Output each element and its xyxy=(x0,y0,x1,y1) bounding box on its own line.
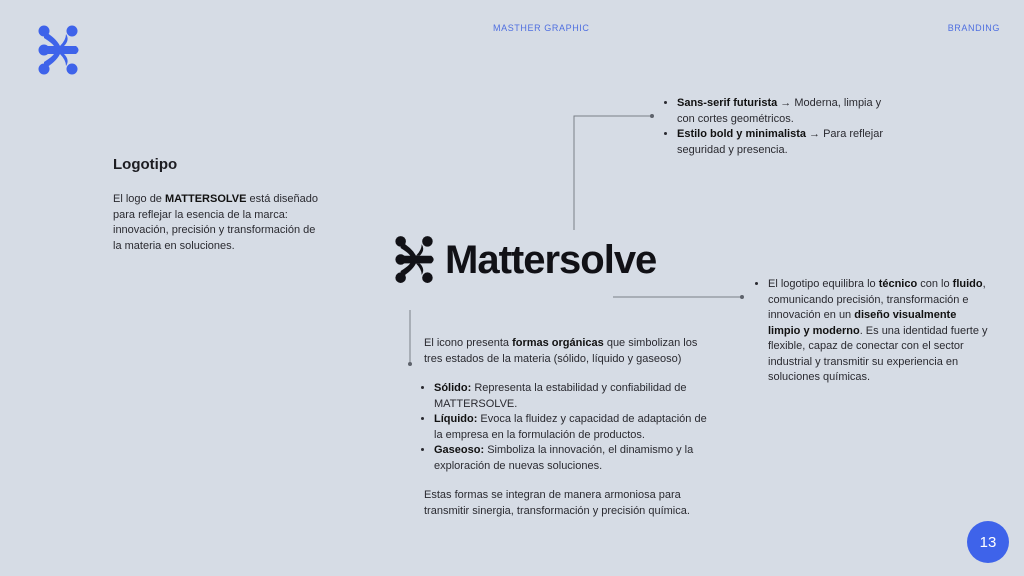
icon-outro: Estas formas se integran de manera armoniosa para transmitir sinergia, transformación y precisión química. xyxy=(424,489,690,517)
typography-notes xyxy=(665,96,890,158)
header-center-label: MASTHER GRAPHIC xyxy=(493,23,590,33)
icon-intro: El icono presenta formas orgánicas que simbolizan los tres estados de la materia (sólido, líquido y gaseoso) xyxy=(424,337,698,365)
list-item: • Sólido: Representa la estabilidad y confiabilidad de MATTERSOLVE. xyxy=(434,381,714,412)
mattersolve-mark-icon xyxy=(393,233,437,287)
icon-description xyxy=(424,336,714,519)
top-connector-dot xyxy=(650,114,654,118)
header-right-label: BRANDING xyxy=(947,23,1000,33)
section-title: Logotipo xyxy=(113,156,178,173)
list-item: • Sans-serif futurista → Moderna, limpia y con cortes geométricos. xyxy=(677,96,890,127)
states-list xyxy=(424,381,714,474)
balance-note xyxy=(756,277,991,386)
mattersolve-mark-icon xyxy=(36,24,82,77)
right-connector-dot xyxy=(740,295,744,299)
top-connector-line xyxy=(574,116,652,230)
wordmark-text: Mattersolve xyxy=(445,238,657,282)
list-item: • Gaseoso: Simboliza la innovación, el dinamismo y la exploración de nuevas soluciones. xyxy=(434,443,714,474)
bottom-connector-dot xyxy=(408,362,412,366)
page-number-badge: 13 xyxy=(967,521,1009,563)
list-item: • Líquido: Evoca la fluidez y capacidad de adaptación de la empresa en la formulación de productos. xyxy=(434,412,714,443)
list-item: • El logotipo equilibra lo técnico con lo fluido, comunicando precisión, transformación e innovación en un diseño visualmente limpio y moderno. Es una identidad fuerte y flexible, capaz de conectar con el sector industrial y transmitir su experiencia en soluciones químicas. xyxy=(768,277,991,386)
wordmark-logo xyxy=(393,233,693,289)
list-item: • Estilo bold y minimalista → Para reflejar seguridad y presencia. xyxy=(677,127,890,158)
section-description: El logo de MATTERSOLVE está diseñado para reflejar la esencia de la marca: innovación, precisión y transformación de la materia en soluciones. xyxy=(113,193,319,252)
